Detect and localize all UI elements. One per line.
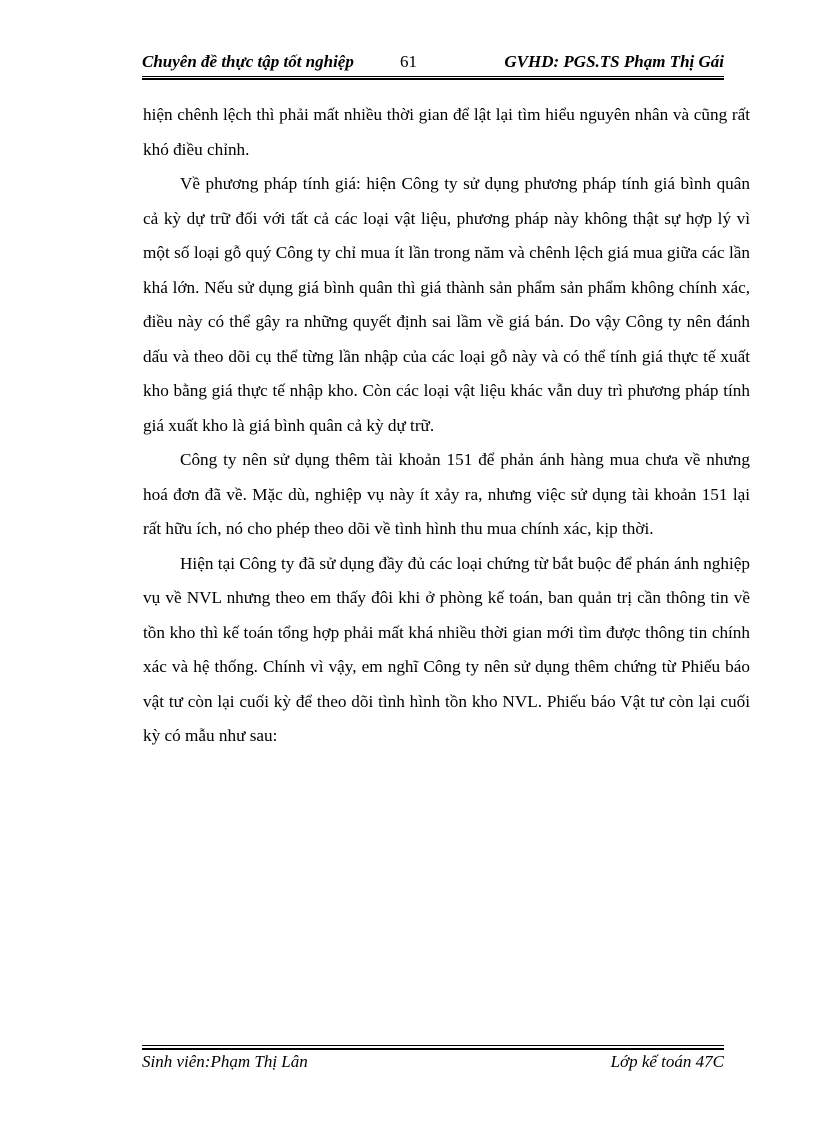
class-name: Lớp kế toán 47C [610, 1052, 724, 1071]
page-footer [142, 1052, 724, 1076]
page-number: 61 [400, 52, 417, 71]
document-title: Chuyên đề thực tập tốt nghiệp [142, 52, 354, 71]
page-header [142, 50, 724, 76]
header-divider [142, 76, 724, 80]
body-text [143, 98, 750, 754]
paragraph: Công ty nên sử dụng thêm tài khoản 151 để phản ánh hàng mua chưa về nhưng hoá đơn đã về. Mặc dù, nghiệp vụ này ít xảy ra, nhưng việc sử dụng tài khoản 151 lại rất hữu ích, nó cho phép theo dõi về tình hình thu mua chính xác, kịp thời. [143, 450, 750, 538]
paragraph: Về phương pháp tính giá: hiện Công ty sử dụng phương pháp tính giá bình quân cả kỳ dự trữ đối với tất cả các loại vật liệu, phương pháp này không thật sự hợp lý vì một số loại gỗ quý Công ty chỉ mua ít lần trong năm và chênh lệch giá mua giữa các lần khá lớn. Nếu sử dụng giá bình quân thì giá thành sản phẩm sản phẩm không chính xác, điều này có thể gây ra những quyết định sai lầm về giá bán. Do vậy Công ty nên đánh dấu và theo dõi cụ thể từng lần nhập của các loại gỗ này và có thể tính giá thực tế xuất kho bằng giá thực tế nhập kho. Còn các loại vật liệu khác vẫn duy trì phương pháp tính giá xuất kho là giá bình quân cả kỳ dự trữ. [143, 174, 750, 435]
paragraph: hiện chênh lệch thì phải mất nhiều thời gian để lật lại tìm hiểu nguyên nhân và cũng rất khó điều chỉnh. [143, 105, 750, 159]
advisor-name: GVHD: PGS.TS Phạm Thị Gái [504, 52, 724, 71]
footer-divider [142, 1045, 724, 1050]
student-name: Sinh viên:Phạm Thị Lân [142, 1052, 308, 1071]
paragraph: Hiện tại Công ty đã sử dụng đầy đủ các loại chứng từ bắt buộc để phán ánh nghiệp vụ về NVL nhưng theo em thấy đôi khi ở phòng kế toán, ban quản trị cần thông tin về tồn kho thì kế toán tổng hợp phải mất khá nhiều thời gian mới tìm được thông tin chính xác và hệ thống. Chính vì vậy, em nghĩ Công ty nên sử dụng thêm chứng từ Phiếu báo vật tư còn lại cuối kỳ để theo dõi tình hình tồn kho NVL. Phiếu báo Vật tư còn lại cuối kỳ có mẫu như sau: [143, 553, 750, 745]
